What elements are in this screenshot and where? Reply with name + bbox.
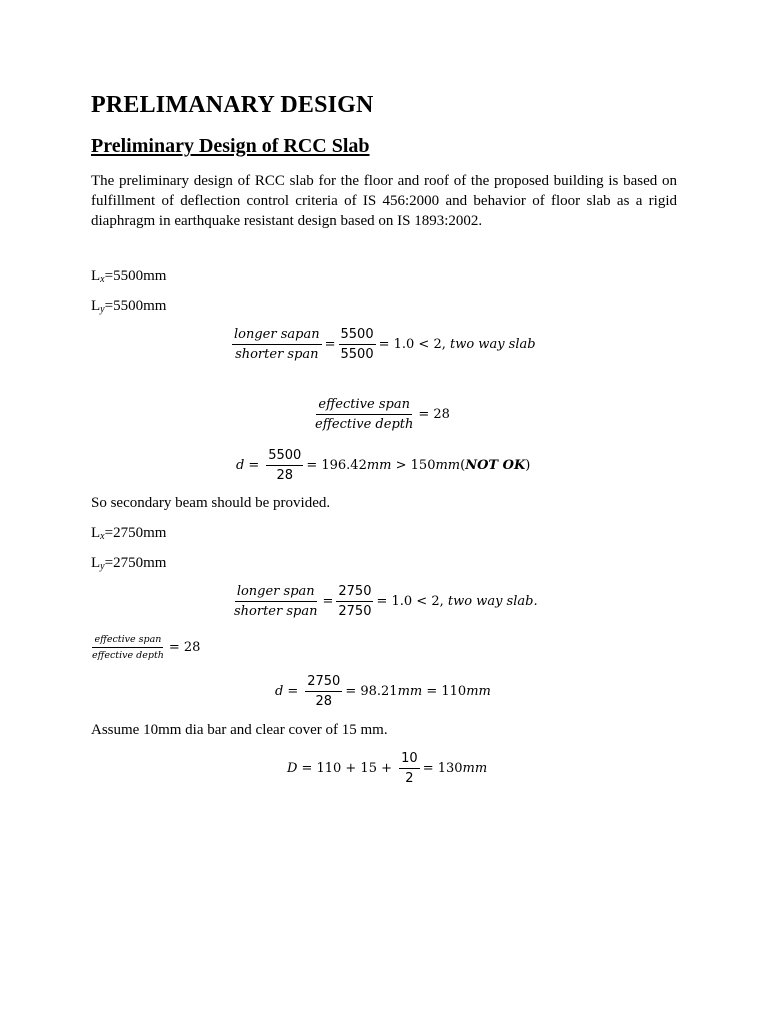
span-value-fraction (339, 327, 376, 362)
overall-depth-symbol: D (287, 761, 298, 776)
span-label-fraction (232, 327, 322, 362)
unit: mm (462, 761, 488, 776)
unit: mm (397, 684, 423, 699)
denominator: 2750 (338, 604, 372, 619)
ratio-result: = 28 (168, 640, 201, 655)
denominator: shorter span (235, 347, 319, 362)
expression: = 110 + 15 + (301, 761, 397, 776)
numerator: effective span (316, 397, 412, 415)
depth-equation-2 (275, 674, 491, 709)
l-symbol: L (91, 525, 101, 541)
unit: mm (435, 458, 461, 473)
span-ratio-equation-2 (229, 584, 538, 619)
numerator: 5500 (266, 448, 303, 466)
equals: = (322, 594, 334, 609)
depth-equation-1 (236, 448, 530, 483)
paren: ( (460, 458, 466, 473)
denominator: shorter span (234, 604, 318, 619)
ratio-result: = 1.0 < 2, (378, 337, 450, 352)
ratio-result: = 1.0 < 2, (376, 594, 448, 609)
slab-type: two way slab. (447, 594, 538, 609)
unit: mm (466, 684, 491, 699)
page-heading: PRELIMANARY DESIGN (91, 92, 374, 118)
overall-depth-result: = 130 (422, 761, 463, 776)
y-subscript: y (100, 304, 105, 315)
numerator: effective span (92, 634, 163, 648)
numerator: 2750 (336, 584, 373, 602)
lx-line-1 (91, 268, 166, 285)
lx-line-2 (91, 525, 166, 542)
paren: ) (525, 458, 531, 473)
denominator: 5500 (340, 347, 374, 362)
x-subscript: x (100, 274, 105, 285)
lx-value: =5500mm (104, 268, 167, 284)
note-secondary-beam: So secondary beam should be provided. (91, 495, 331, 511)
numerator: longer sapan (232, 327, 322, 345)
intro-paragraph: The preliminary design of RCC slab for the floor and roof of the proposed building is based on fulfillment of deflection control criteria of IS 456:2000 and behavior of floor slab as a rigid diaphragm in earthquake resistant design based on IS 1893:2002. (91, 173, 677, 229)
lx-value: =2750mm (104, 525, 167, 541)
denominator: 28 (315, 694, 333, 709)
denominator: 2 (405, 771, 414, 786)
slab-type: two way slab (450, 337, 536, 352)
l-symbol: L (91, 298, 101, 314)
section-heading: Preliminary Design of RCC Slab (91, 135, 370, 157)
depth-fraction (266, 448, 303, 483)
ly-line-1 (91, 298, 166, 315)
depth-result: = 98.21 (345, 684, 398, 699)
overall-depth-equation (287, 751, 487, 786)
x-subscript: x (100, 531, 105, 542)
span-label-fraction (232, 584, 319, 619)
denominator: effective depth (92, 650, 164, 661)
depth-symbol: d (275, 684, 284, 699)
span-depth-equation-1 (310, 397, 450, 432)
ratio-result: = 28 (418, 407, 450, 422)
span-depth-fraction (313, 397, 415, 432)
l-symbol: L (91, 268, 101, 284)
equals: = (324, 337, 336, 352)
span-value-fraction (336, 584, 373, 619)
ly-value: =5500mm (104, 298, 167, 314)
l-symbol: L (91, 555, 101, 571)
denominator: 28 (276, 468, 294, 483)
ly-value: =2750mm (104, 555, 167, 571)
equals: = (248, 458, 260, 473)
numerator: 2750 (305, 674, 342, 692)
span-ratio-equation-1 (229, 327, 536, 362)
numerator: 5500 (339, 327, 376, 345)
depth-fraction (305, 674, 342, 709)
denominator: effective depth (315, 417, 414, 432)
depth-result: = 196.42 (306, 458, 367, 473)
span-depth-equation-2 (90, 634, 200, 661)
numerator: 10 (399, 751, 420, 769)
ly-line-2 (91, 555, 166, 572)
equals: = (287, 684, 299, 699)
unit: mm (366, 458, 392, 473)
not-ok-verdict: NOT OK (465, 458, 526, 473)
depth-symbol: d (236, 458, 245, 473)
span-depth-fraction (90, 634, 166, 661)
numerator: longer span (235, 584, 317, 602)
note-cover-assumption: Assume 10mm dia bar and clear cover of 15 mm. (91, 722, 388, 738)
bar-half-fraction (399, 751, 420, 786)
rounded-depth: = 110 (422, 684, 467, 699)
comparison: > 150 (391, 458, 436, 473)
y-subscript: y (100, 561, 105, 572)
